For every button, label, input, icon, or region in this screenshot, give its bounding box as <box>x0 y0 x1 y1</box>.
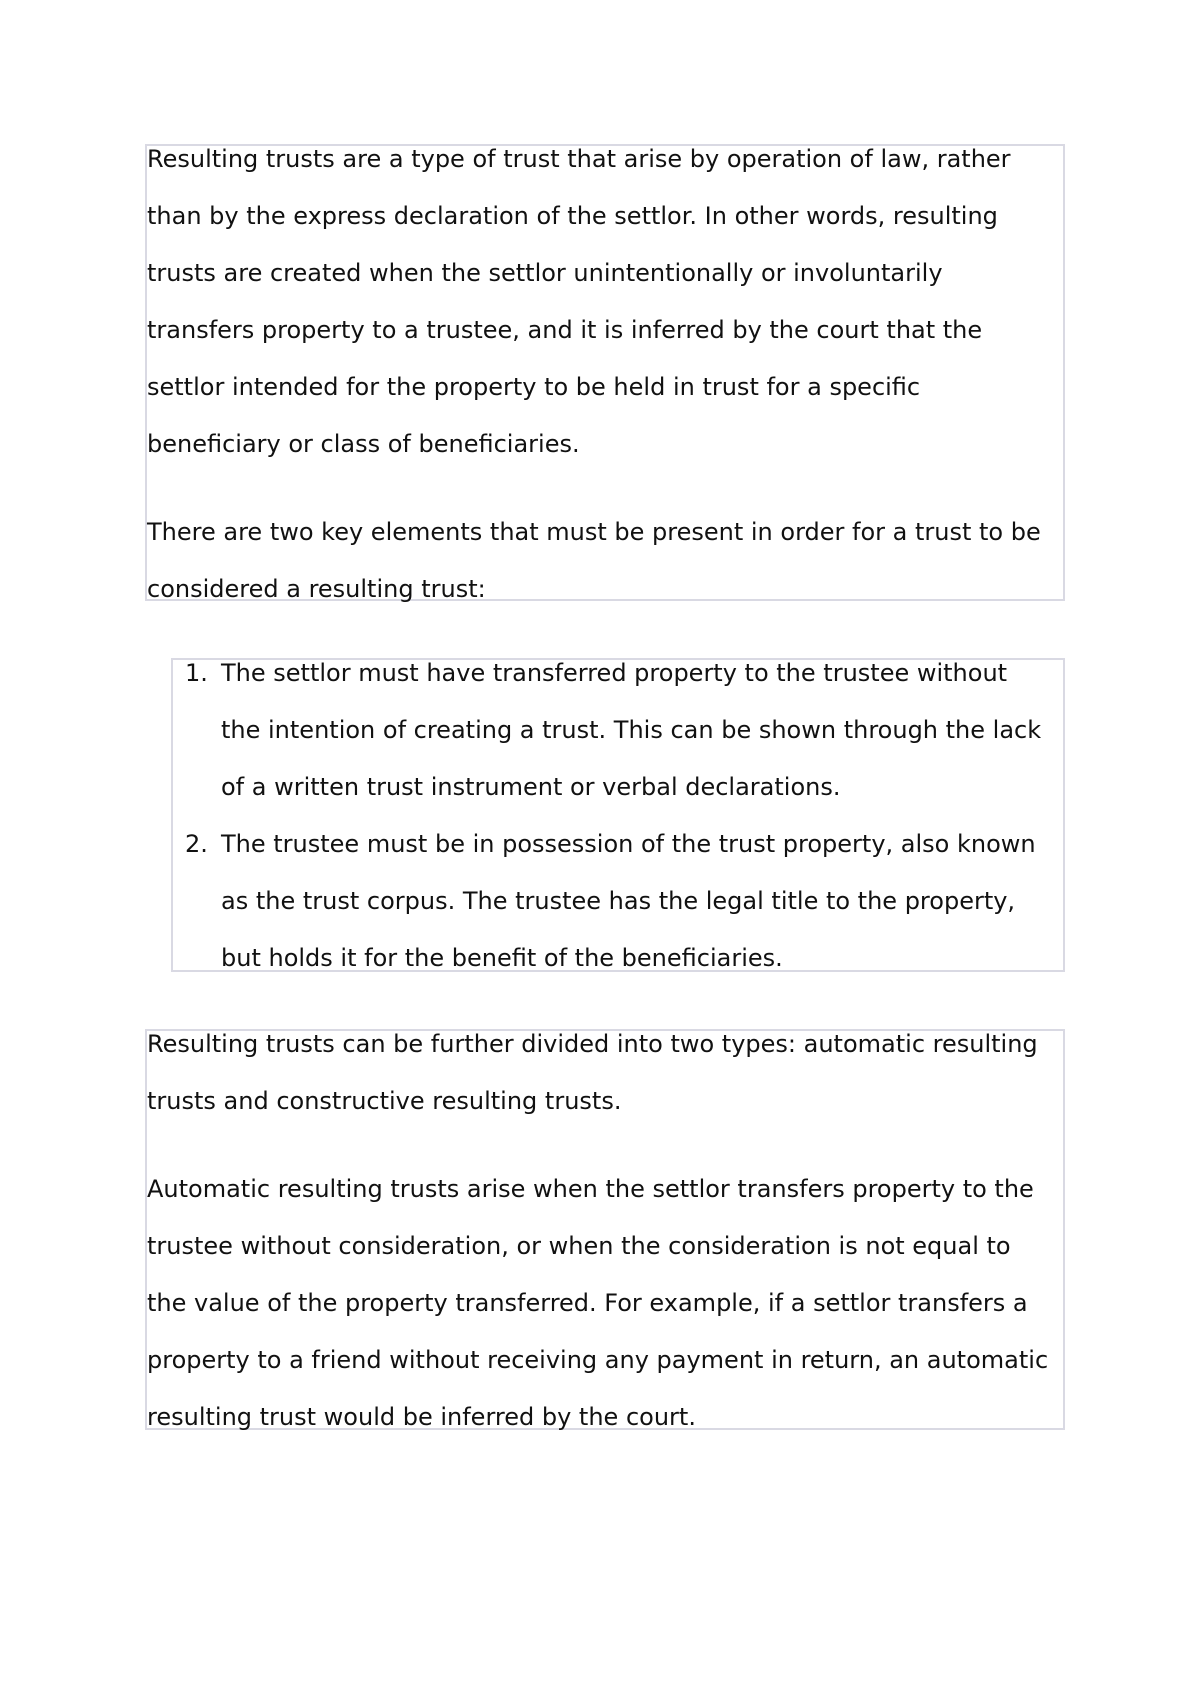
text-line: transfers property to a trustee, and it is inferred by the court that the <box>147 316 983 344</box>
text-line: than by the express declaration of the settlor. In other words, resulting <box>147 202 998 230</box>
text-line: the intention of creating a trust. This can be shown through the lack <box>221 716 1042 744</box>
text-line: settlor intended for the property to be held in trust for a specific <box>147 373 921 401</box>
text-line: considered a resulting trust: <box>147 575 486 603</box>
list-item <box>173 645 1063 816</box>
text-line: beneficiary or class of beneficiaries. <box>147 430 580 458</box>
intro-paragraph-2 <box>147 504 1063 618</box>
text-line: as the trust corpus. The trustee has the legal title to the property, <box>221 887 1016 915</box>
text-line: trusts are created when the settlor unintentionally or involuntarily <box>147 259 943 287</box>
list-item-number: 2. <box>185 830 208 858</box>
intro-paragraph-1 <box>147 131 1063 473</box>
text-line: Resulting trusts can be further divided into two types: automatic resulting <box>147 1030 1038 1058</box>
list-item <box>173 816 1063 987</box>
text-line: property to a friend without receiving any payment in return, an automatic <box>147 1346 1049 1374</box>
text-line: Resulting trusts are a type of trust that arise by operation of law, rather <box>147 145 1011 173</box>
elements-list-block <box>171 658 1065 972</box>
list-item-number: 1. <box>185 659 208 687</box>
types-paragraph-1 <box>147 1016 1063 1130</box>
text-line: the value of the property transferred. For example, if a settlor transfers a <box>147 1289 1028 1317</box>
text-line: There are two key elements that must be present in order for a trust to be <box>147 518 1041 546</box>
types-paragraph-2 <box>147 1161 1063 1446</box>
text-line: trusts and constructive resulting trusts. <box>147 1087 622 1115</box>
types-text-block <box>145 1029 1065 1430</box>
intro-text-block <box>145 144 1065 601</box>
text-line: but holds it for the benefit of the beneficiaries. <box>221 944 783 972</box>
text-line: trustee without consideration, or when the consideration is not equal to <box>147 1232 1011 1260</box>
text-line: Automatic resulting trusts arise when the settlor transfers property to the <box>147 1175 1034 1203</box>
text-line: resulting trust would be inferred by the court. <box>147 1403 696 1431</box>
text-line: of a written trust instrument or verbal declarations. <box>221 773 841 801</box>
text-line: The trustee must be in possession of the trust property, also known <box>221 830 1036 858</box>
text-line: The settlor must have transferred property to the trustee without <box>221 659 1008 687</box>
